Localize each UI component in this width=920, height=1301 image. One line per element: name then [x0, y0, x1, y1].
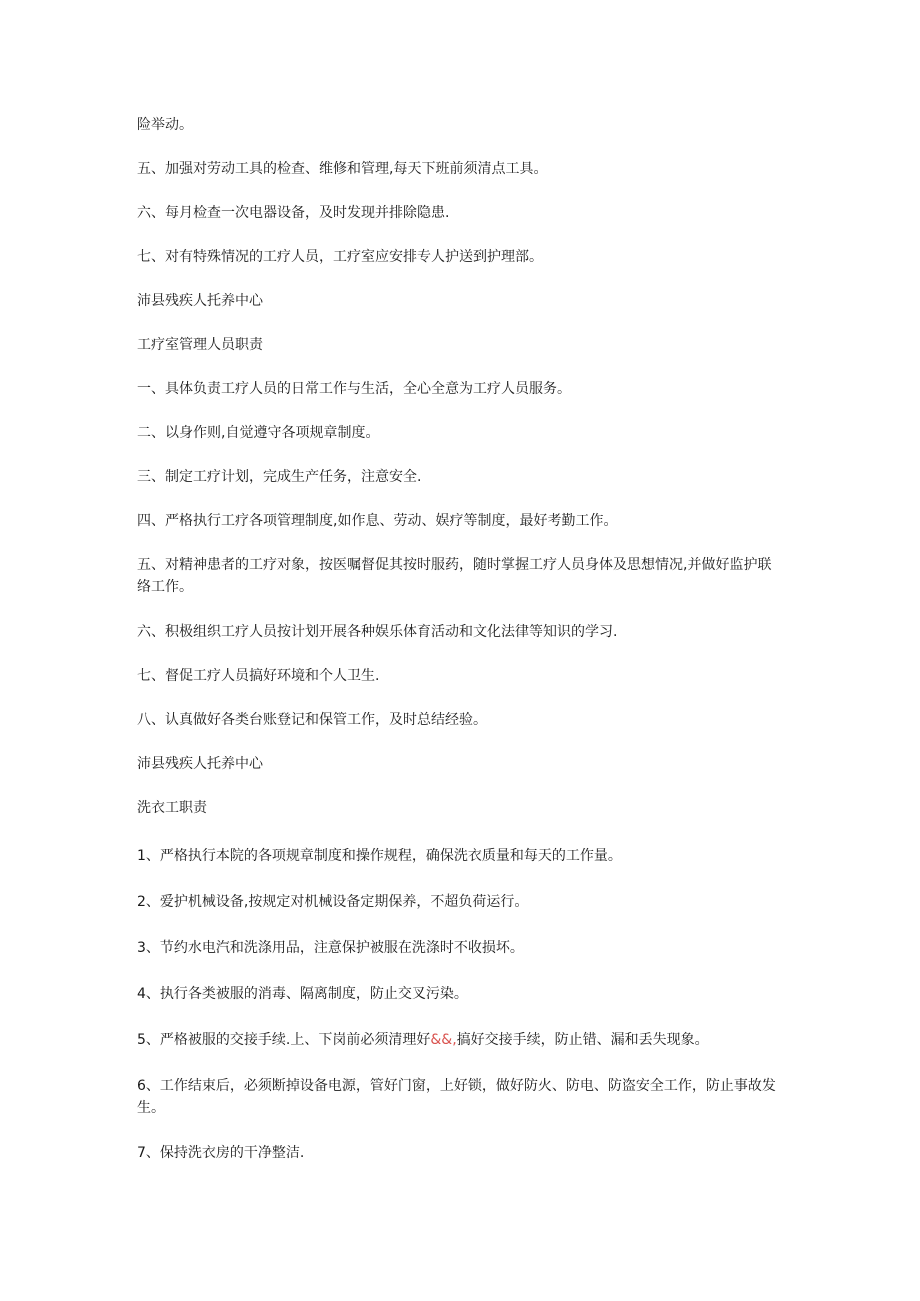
paragraph-duty-6: 六、积极组织工疗人员按计划开展各种娱乐体育活动和文化法律等知识的学习.: [137, 624, 618, 640]
section-title-workroom-manager: 工疗室管理人员职责: [137, 337, 263, 353]
paragraph-duty-5: 五、对精神患者的工疗对象，按医嘱督促其按时服药，随时掌握工疗人员身体及思想情况,并做好监护联络工作。: [137, 557, 772, 595]
organization-name: 沛县残疾人托养中心: [137, 293, 263, 309]
laundry-5-before: 5、严格被服的交接手续.上、下岗前必须清理好: [137, 1032, 431, 1048]
organization-name-2: 沛县残疾人托养中心: [137, 756, 263, 772]
paragraph-continuation: 险举动。: [137, 117, 193, 133]
paragraph-rule-5: 五、加强对劳动工具的检查、维修和管理,每天下班前须清点工具。: [137, 161, 548, 177]
paragraph-laundry-6: 6、工作结束后，必须断掉设备电源，管好门窗，上好锁，做好防火、防电、防盗安全工作，防止事故发生。: [137, 1078, 776, 1116]
section-title-laundry-worker: 洗衣工职责: [137, 800, 207, 816]
paragraph-duty-8: 八、认真做好各类台账登记和保管工作，及时总结经验。: [137, 712, 487, 728]
paragraph-rule-7: 七、对有特殊情况的工疗人员，工疗室应安排专人护送到护理部。: [137, 249, 543, 265]
paragraph-laundry-5: [137, 1029, 785, 1051]
paragraph-duty-3: 三、制定工疗计划，完成生产任务，注意安全.: [137, 469, 422, 485]
paragraph-duty-2: 二、以身作则,自觉遵守各项规章制度。: [137, 425, 380, 441]
paragraph-duty-7: 七、督促工疗人员搞好环境和个人卫生.: [137, 668, 380, 684]
laundry-5-highlight: &&,: [430, 1032, 457, 1048]
laundry-5-after: 搞好交接手续，防止错、漏和丢失现象。: [456, 1032, 709, 1048]
paragraph-laundry-4: 4、执行各类被服的消毒、隔离制度，防止交叉污染。: [137, 986, 468, 1002]
paragraph-laundry-3: 3、节约水电汽和洗涤用品，注意保护被服在洗涤时不收损坏。: [137, 940, 524, 956]
paragraph-rule-6: 六、每月检查一次电器设备，及时发现并排除隐患.: [137, 205, 450, 221]
paragraph-laundry-2: 2、爱护机械设备,按规定对机械设备定期保养，不超负荷运行。: [137, 894, 529, 910]
paragraph-laundry-7: 7、保持洗衣房的干净整洁.: [137, 1145, 305, 1161]
paragraph-duty-1: 一、具体负责工疗人员的日常工作与生活，全心全意为工疗人员服务。: [137, 381, 571, 397]
paragraph-laundry-1: 1、严格执行本院的各项规章制度和操作规程，确保洗衣质量和每天的工作量。: [137, 848, 622, 864]
paragraph-duty-4: 四、严格执行工疗各项管理制度,如作息、劳动、娱疗等制度，最好考勤工作。: [137, 513, 618, 529]
